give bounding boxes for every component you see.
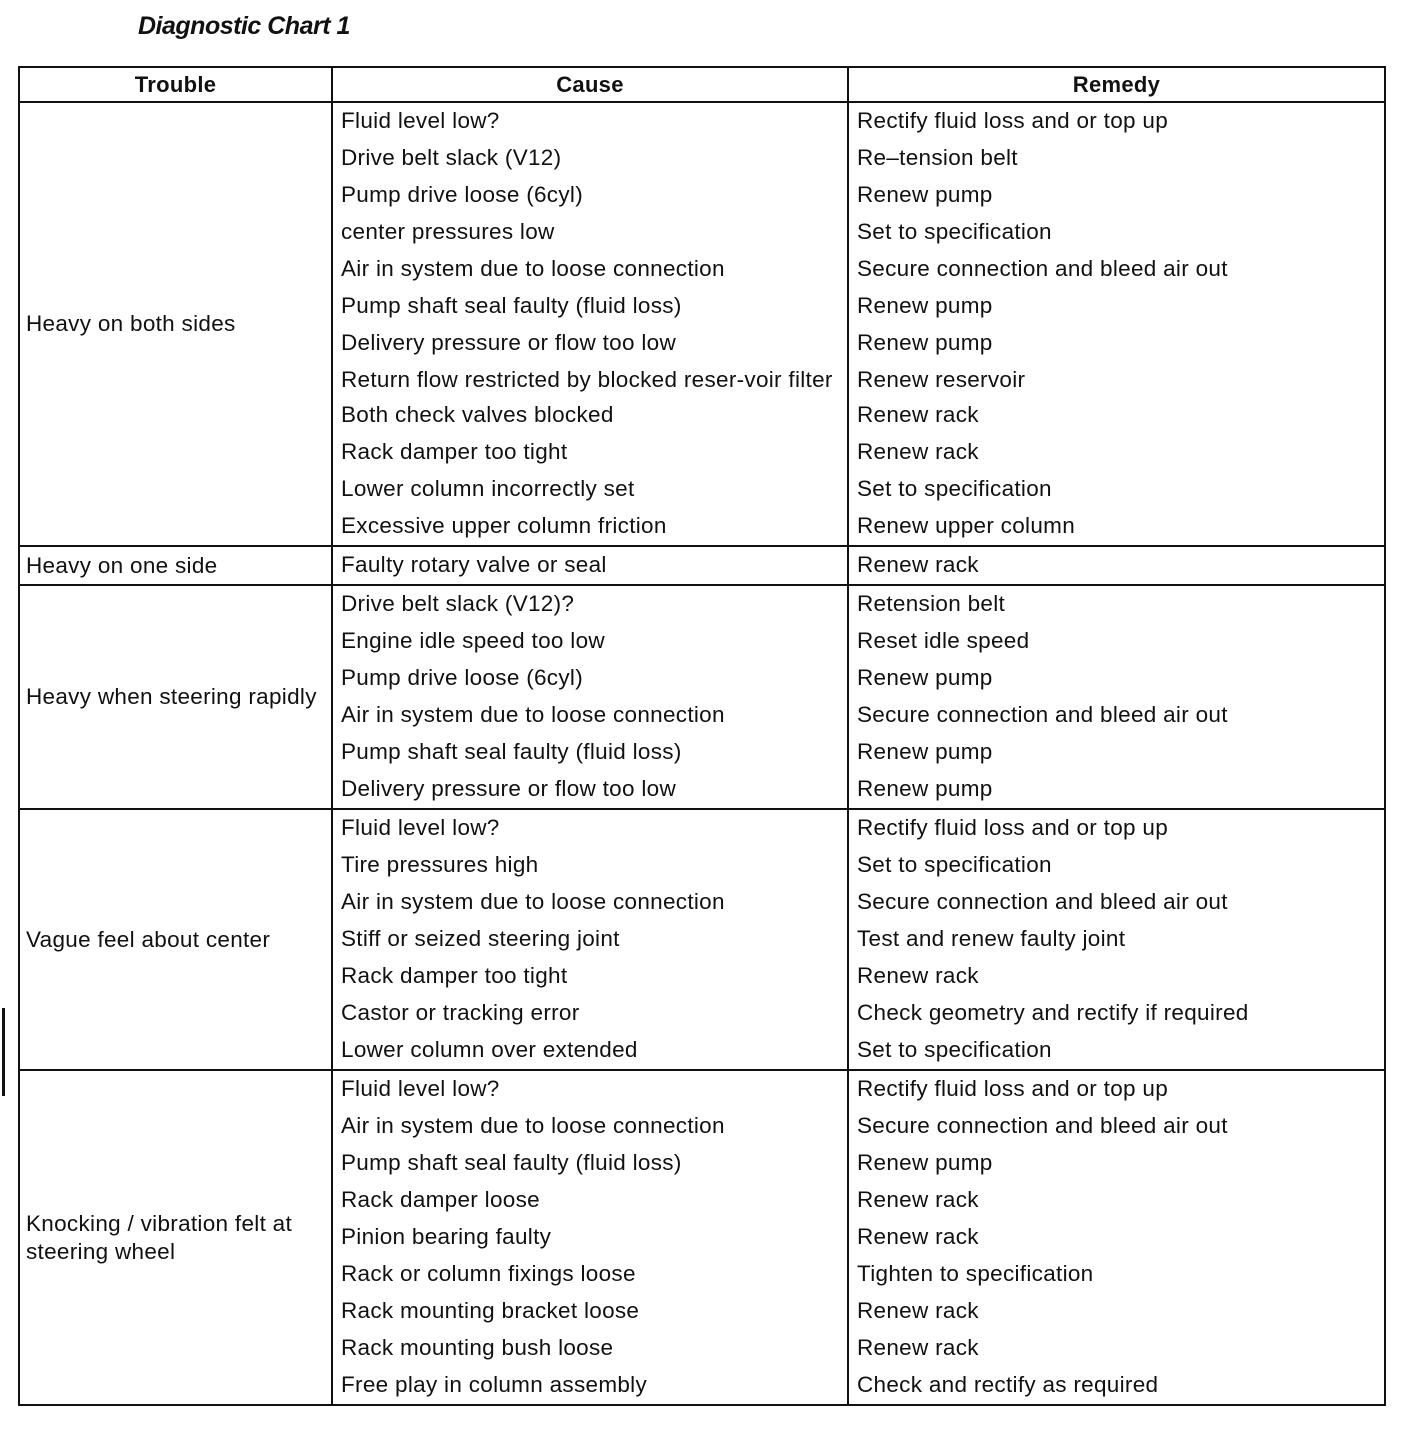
cause-text: Air in system due to loose connection <box>341 256 725 281</box>
cause-text: Air in system due to loose connection <box>341 1113 725 1138</box>
cause-text: Rack damper loose <box>341 1187 540 1212</box>
remedy-text: Test and renew faulty joint <box>857 926 1126 951</box>
trouble-cell: Heavy on one side <box>19 546 332 585</box>
header-trouble: Trouble <box>19 67 332 102</box>
cause-text: Tire pressures high <box>341 852 539 877</box>
remedy-text: Set to specification <box>857 219 1052 244</box>
remedy-text: Check and rectify as required <box>857 1372 1159 1397</box>
remedy-text: Secure connection and bleed air out <box>857 889 1228 914</box>
cause-text: Drive belt slack (V12) <box>341 145 562 170</box>
remedy-text: Set to specification <box>857 476 1052 501</box>
cause-text: Pump shaft seal faulty (fluid loss) <box>341 739 682 764</box>
cause-cell <box>332 1070 848 1405</box>
remedy-text: Renew rack <box>857 439 979 464</box>
remedy-text: Renew rack <box>857 963 979 988</box>
cause-text: Stiff or seized steering joint <box>341 926 620 951</box>
cause-text: Free play in column assembly <box>341 1372 648 1397</box>
trouble-cell: Heavy when steering rapidly <box>19 585 332 809</box>
remedy-text: Reset idle speed <box>857 628 1030 653</box>
remedy-text: Secure connection and bleed air out <box>857 1113 1228 1138</box>
cause-text: Rack damper too tight <box>341 963 568 988</box>
margin-mark <box>2 1008 5 1096</box>
remedy-text: Renew pump <box>857 293 993 318</box>
cause-text: Return flow restricted by blocked reser-voir filter <box>341 367 833 392</box>
remedy-text: Renew rack <box>857 1298 979 1323</box>
remedy-cell <box>848 1070 1385 1405</box>
cause-text: Castor or tracking error <box>341 1000 580 1025</box>
cause-text: Rack or column fixings loose <box>341 1261 636 1286</box>
cause-text: Excessive upper column friction <box>341 513 667 538</box>
cause-text: Fluid level low? <box>341 108 500 133</box>
cause-text: Pump shaft seal faulty (fluid loss) <box>341 1150 682 1175</box>
remedy-text: Renew reservoir <box>857 367 1026 392</box>
remedy-cell <box>848 546 1385 585</box>
trouble-cell: Knocking / vibration felt at steering wheel <box>19 1070 332 1405</box>
page-title: Diagnostic Chart 1 <box>138 12 350 40</box>
cause-cell <box>332 102 848 546</box>
cause-text: Air in system due to loose connection <box>341 702 725 727</box>
table-row <box>19 809 1385 1070</box>
remedy-text: Renew pump <box>857 776 993 801</box>
cause-text: Rack damper too tight <box>341 439 568 464</box>
table-row <box>19 1070 1385 1405</box>
cause-text: Lower column incorrectly set <box>341 476 635 501</box>
remedy-text: Renew rack <box>857 402 979 427</box>
remedy-text: Renew rack <box>857 1335 979 1360</box>
remedy-text: Renew rack <box>857 1187 979 1212</box>
cause-text: Pinion bearing faulty <box>341 1224 552 1249</box>
cause-cell <box>332 809 848 1070</box>
remedy-cell <box>848 809 1385 1070</box>
remedy-text: Set to specification <box>857 852 1052 877</box>
diagnostic-table <box>18 66 1386 1406</box>
cause-text: Rack mounting bush loose <box>341 1335 614 1360</box>
remedy-text: Re–tension belt <box>857 145 1018 170</box>
cause-text: Pump shaft seal faulty (fluid loss) <box>341 293 682 318</box>
remedy-text: Renew pump <box>857 1150 993 1175</box>
trouble-cell: Vague feel about center <box>19 809 332 1070</box>
remedy-text: Retension belt <box>857 591 1006 616</box>
cause-cell <box>332 585 848 809</box>
header-row <box>19 67 1385 102</box>
remedy-text: Renew pump <box>857 182 993 207</box>
cause-text: Delivery pressure or flow too low <box>341 330 677 355</box>
remedy-text: Check geometry and rectify if required <box>857 1000 1249 1025</box>
table-body <box>19 102 1385 1405</box>
cause-text: Pump drive loose (6cyl) <box>341 665 583 690</box>
cause-text: Delivery pressure or flow too low <box>341 776 677 801</box>
cause-text: Fluid level low? <box>341 1076 500 1101</box>
remedy-text: Secure connection and bleed air out <box>857 256 1228 281</box>
header-cause: Cause <box>332 67 848 102</box>
cause-text: Lower column over extended <box>341 1037 638 1062</box>
header-remedy: Remedy <box>848 67 1385 102</box>
remedy-text: Renew pump <box>857 739 993 764</box>
remedy-text: Secure connection and bleed air out <box>857 702 1228 727</box>
remedy-text: Renew pump <box>857 330 993 355</box>
remedy-cell <box>848 585 1385 809</box>
remedy-cell <box>848 102 1385 546</box>
table-row <box>19 102 1385 546</box>
trouble-cell: Heavy on both sides <box>19 102 332 546</box>
table-row <box>19 546 1385 585</box>
remedy-text: Renew rack <box>857 1224 979 1249</box>
remedy-text: Tighten to specification <box>857 1261 1094 1286</box>
cause-text: center pressures low <box>341 219 555 244</box>
remedy-text: Renew upper column <box>857 513 1076 538</box>
cause-text: Drive belt slack (V12)? <box>341 591 575 616</box>
cause-text: Pump drive loose (6cyl) <box>341 182 583 207</box>
remedy-text: Rectify fluid loss and or top up <box>857 1076 1169 1101</box>
cause-text: Engine idle speed too low <box>341 628 605 653</box>
cause-cell <box>332 546 848 585</box>
remedy-text: Set to specification <box>857 1037 1052 1062</box>
cause-text: Fluid level low? <box>341 815 500 840</box>
cause-text: Rack mounting bracket loose <box>341 1298 640 1323</box>
cause-text: Both check valves blocked <box>341 402 614 427</box>
remedy-text: Renew rack <box>857 552 979 577</box>
cause-text: Air in system due to loose connection <box>341 889 725 914</box>
remedy-text: Rectify fluid loss and or top up <box>857 815 1169 840</box>
remedy-text: Renew pump <box>857 665 993 690</box>
cause-text: Faulty rotary valve or seal <box>341 552 607 577</box>
remedy-text: Rectify fluid loss and or top up <box>857 108 1169 133</box>
table-row <box>19 585 1385 809</box>
